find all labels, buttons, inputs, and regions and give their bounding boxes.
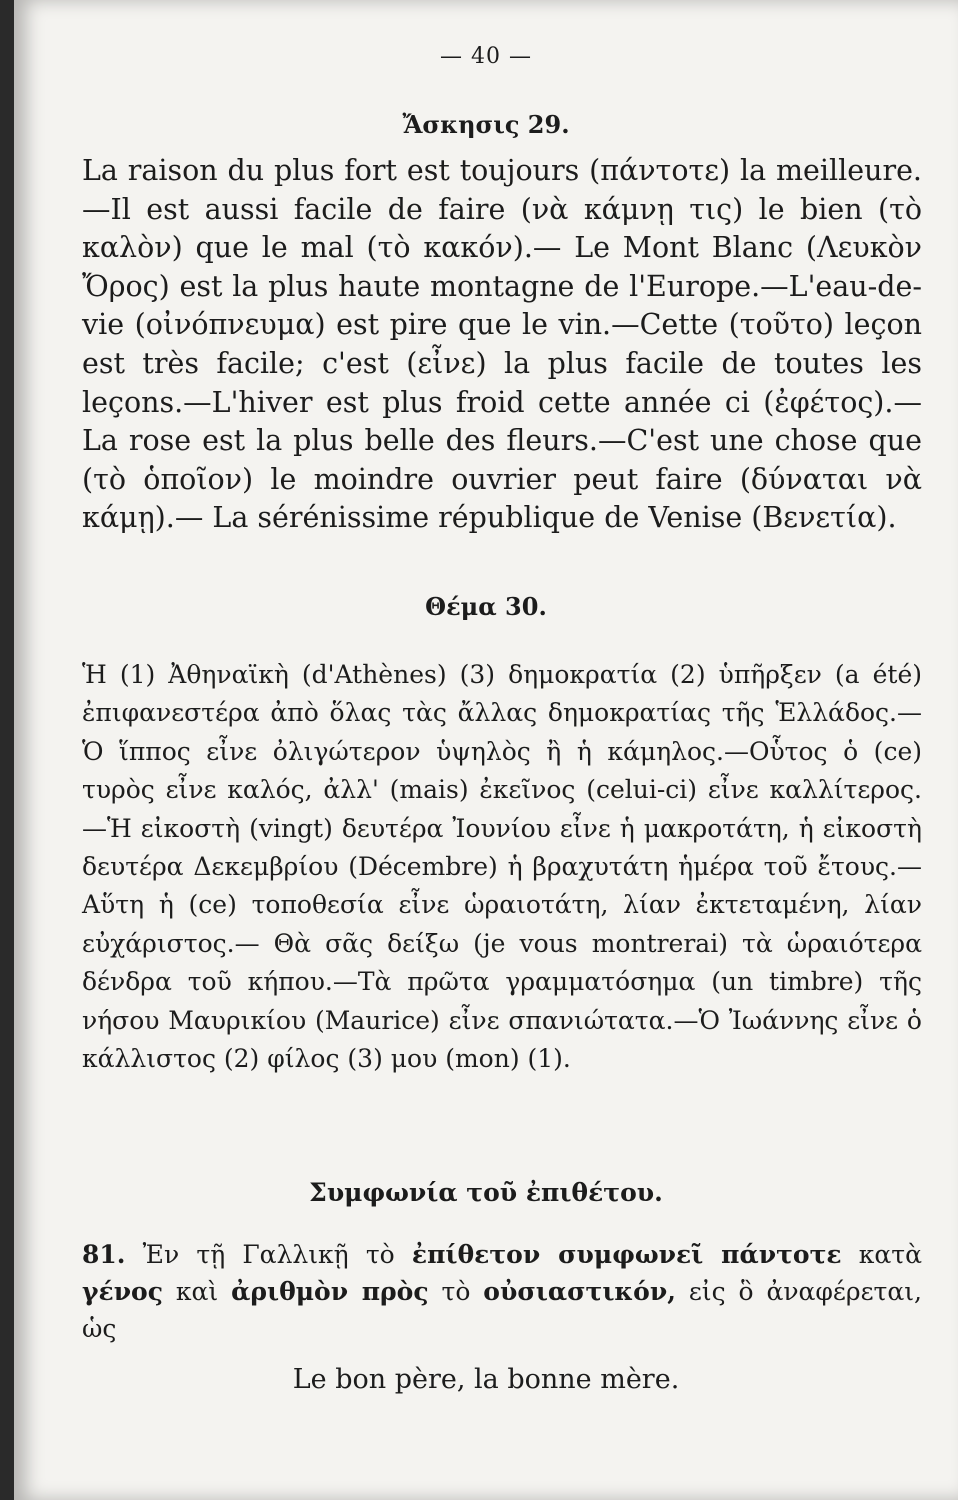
rule-81-term-noun: οὐσιαστικόν,: [483, 1277, 676, 1306]
rule-81-text-e: εἰς ὃ ἀναφέρεται, ὡς: [82, 1277, 922, 1343]
rule-81-text-d: τὸ: [441, 1277, 471, 1306]
theme-30-text: Ἡ (1) Ἀθηναϊκὴ (d'Athènes) (3) δημοκρατία (2) ὑπῆρξεν (a été) ἐπιφανεστέρα ἀπὸ ὅλας τὰς ἄλλας δημοκρατίας τῆς Ἑλλάδος.—Ὁ ἵππος εἶνε ὀλιγώτερον ὑψηλὸς ἢ ἡ κάμηλος.—Οὗτος ὁ (ce) τυρὸς εἶνε καλός, ἀλλ' (mais) ἐκεῖνος (celui-ci) εἶνε καλλίτερος.—Ἡ εἰκοστὴ (vingt) δευτέρα Ἰουνίου εἶνε ἡ μακροτάτη, ἡ εἰκοστὴ δευτέρα Δεκεμβρίου (Décembre) ἡ βραχυτάτη ἡμέρα τοῦ ἔτους.—Αὕτη ἡ (ce) τοποθεσία εἶνε ὡραιοτάτη, λίαν ἐκτεταμένη, λίαν εὐχάριστος.— Θὰ σᾶς δείξω (je vous montrerai) τὰ ὡραιότερα δένδρα τοῦ κήπου.—Τὰ πρῶτα γραμματόσημα (un timbre) τῆς νήσου Μαυρικίου (Maurice) εἶνε σπανιώτατα.—Ὁ Ἰωάννης εἶνε ὁ κάλλιστος (2) φίλος (3) μου (mon) (1).: [82, 660, 922, 1074]
rule-81-text-c: καὶ: [175, 1277, 219, 1306]
rule-81-term-number: ἀριθμὸν πρὸς: [231, 1277, 429, 1306]
rule-81-number: 81.: [82, 1240, 126, 1269]
theme-30-heading: Θέμα 30.: [425, 592, 547, 621]
agreement-heading: Συμφωνία τοῦ ἐπιθέτου.: [309, 1178, 663, 1207]
page-number: — 40 —: [440, 44, 532, 69]
book-page: [14, 0, 958, 1500]
rule-81-term-adjective: ἐπίθετον συμφωνεῖ πάντοτε: [411, 1240, 842, 1269]
rule-81-text-a: Ἐν τῇ Γαλλικῇ τὸ: [142, 1240, 395, 1269]
rule-81-term-gender: γένος: [82, 1277, 163, 1306]
rule-81-text-b: κατὰ: [858, 1240, 922, 1269]
exercise-29-text: La raison du plus fort est toujours (πάντοτε) la meilleure.—Il est aussi facile de faire (νὰ κάμνῃ τις) le bien (τὸ καλὸν) que le mal (τὸ κακόν).— Le Mont Blanc (Λευκὸν Ὄρος) est la plus haute montagne de l'Europe.—L'eau-de-vie (οἰνόπνευμα) est pire que le vin.—Cette (τοῦτο) leçon est très facile; c'est (εἶνε) la plus facile de toutes les leçons.—L'hiver est plus froid cette année ci (ἐφέτος).—La rose est la plus belle des fleurs.—C'est une chose que (τὸ ὁποῖον) le moindre ouvrier peut faire (δύναται νὰ κάμῃ).— La sérénissime république de Venise (Βενετία).: [82, 154, 922, 535]
rule-81-paragraph: [82, 1236, 922, 1347]
exercise-29-heading: Ἄσκησις 29.: [402, 110, 570, 139]
rule-81-example: Le bon père, la bonne mère.: [292, 1364, 680, 1395]
